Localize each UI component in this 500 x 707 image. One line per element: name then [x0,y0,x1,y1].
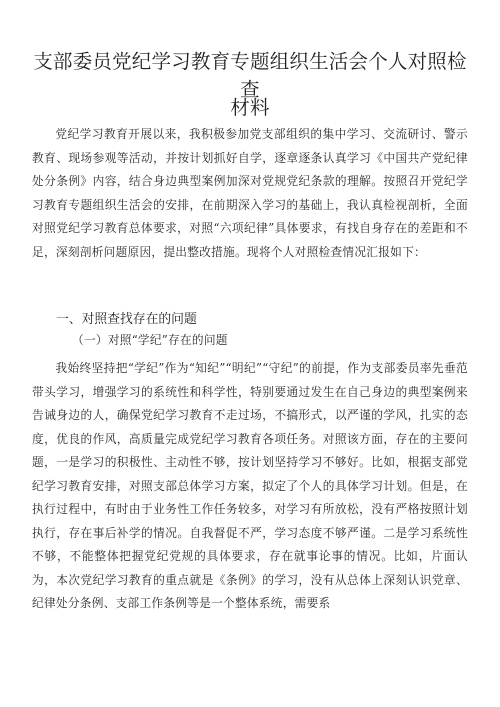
intro-paragraph: 党纪学习教育开展以来，我积极参加党支部组织的集中学习、交流研讨、警示教育、现场参观等活动，并按计划抓好自学，逐章逐条认真学习《中国共产党纪律处分条例》内容，结合身边典型案例加深对党规党纪条款的理解。按照召开党纪学习教育专题组织生活会的安排，在前期深入学习的基础上，我认真检视剖析，全面对照党纪学习教育总体要求，对照“六项纪律”具体要求，有找自身存在的差距和不足，深刻剖析问题原因，提出整改措施。现将个人对照检查情况汇报如下： [32,127,468,259]
subsection-heading: （一）对照“学纪”存在的问题 [72,333,228,347]
body-paragraph: 我始终坚持把“学纪”作为“知纪”“明纪”“守纪”的前提，作为支部委员率先垂范带头学习，增强学习的系统性和科学性，特别要通过发生在自己身边的典型案例来告诫身边的人，确保党纪学习教育不走过场，不搞形式，以严谨的学风，扎实的态度，优良的作风，高质量完成党纪学习教育各项任务。对照该方面，存在的主要问题，一是学习的积极性、主动性不够，按计划坚持学习不够好。比如，根据支部党纪学习教育安排，对照支部总体学习方案，拟定了个人的具体学习计划。但是，在执行过程中，有时由于业务性工作任务较多，对学习有所放松，没有严格按照计划执行，存在事后补学的情况。自我督促不严，学习态度不够严谨。二是学习系统性不够，不能整体把握党纪党规的具体要求，存在就事论事的情况。比如，片面认为，本次党纪学习教育的重点就是《条例》的学习，没有从总体上深刻认识党章、纪律处分条例、支部工作条例等是一个整体系统，需要系 [32,361,468,610]
document-title-line-2: 材料 [230,96,270,119]
section-heading: 一、对照查找存在的问题 [56,312,197,327]
document-title-line-1: 支部委员党纪学习教育专题组织生活会个人对照检查 [33,50,467,101]
